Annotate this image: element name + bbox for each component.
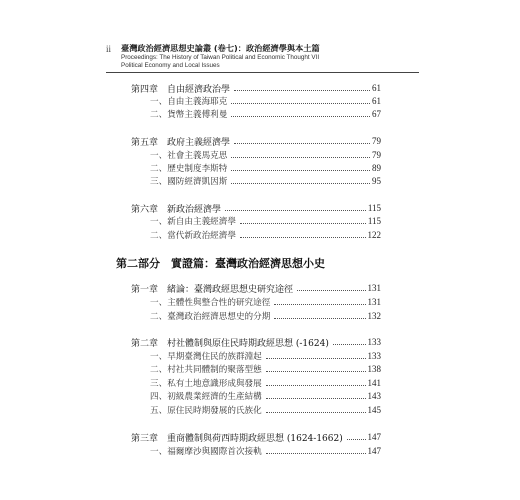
dot-leader	[266, 352, 366, 359]
book-title-chinese: 臺灣政治經濟思想史論叢 (卷七)：政治經濟學與本土篇	[121, 43, 320, 53]
dot-leader	[274, 298, 365, 305]
dot-leader	[231, 164, 370, 171]
dot-leader	[225, 204, 366, 211]
book-title-english: Proceedings: The History of Taiwan Political and Economic Thought VII	[121, 54, 320, 61]
dot-leader	[266, 406, 366, 413]
toc-entry-label: 三、國防經濟凱因斯	[150, 177, 228, 187]
toc-part2-section-2-3[interactable]	[0, 376, 520, 390]
toc-page-number: 133	[367, 351, 381, 361]
toc-entry-label: 一、福爾摩沙與國際首次接軌	[150, 447, 262, 457]
toc-section-6-1[interactable]	[0, 214, 520, 228]
toc-part2-section-1-2[interactable]	[0, 309, 520, 323]
toc-part2-chapter-1[interactable]	[0, 281, 520, 295]
toc-page-number: 147	[367, 432, 381, 442]
toc-entry-label: 第一章 緒論：臺灣政經思想史研究途徑	[131, 284, 294, 295]
toc-part2-chapter-2[interactable]	[0, 335, 520, 349]
toc-page-number: 89	[372, 163, 381, 173]
toc-page-number: 143	[367, 391, 381, 401]
toc-entry-label: 一、主體性與整合性的研究途徑	[150, 298, 271, 308]
toc-entry-label: 第二章 村社體制與原住民時期政經思想 (-1624)	[131, 338, 329, 349]
dot-leader	[240, 231, 366, 238]
toc-section-6-2[interactable]	[0, 228, 520, 242]
dot-leader	[234, 84, 370, 91]
toc-entry-label: 四、初級農業經濟的生產結構	[150, 392, 262, 402]
toc-page-number: 115	[367, 216, 381, 226]
toc-entry-label: 二、歷史制度李斯特	[150, 164, 228, 174]
toc-page-number: 61	[372, 96, 381, 106]
dot-leader	[234, 137, 370, 144]
toc-section-4-1[interactable]	[0, 94, 520, 108]
dot-leader	[266, 379, 366, 386]
toc-page-number: 131	[367, 297, 381, 307]
toc-entry-label: 三、私有土地意識形成與發展	[150, 379, 262, 389]
part-heading[interactable]: 第二部分 實證篇：臺灣政治經濟思想小史	[116, 257, 325, 270]
dot-leader	[333, 338, 366, 345]
page-number: ii	[106, 44, 112, 54]
dot-leader	[231, 177, 370, 184]
toc-section-5-2[interactable]	[0, 161, 520, 175]
dot-leader	[274, 312, 365, 319]
toc-page-number: 79	[372, 150, 381, 160]
toc-entry-label: 第三章 重商體制與荷西時期政經思想 (1624-1662)	[131, 433, 343, 444]
toc-section-5-1[interactable]	[0, 148, 520, 162]
toc-page-number: 115	[367, 203, 381, 213]
dot-leader	[266, 392, 366, 399]
toc-part2-section-1-1[interactable]	[0, 295, 520, 309]
toc-part2-chapter-3[interactable]	[0, 430, 520, 444]
toc-page-number: 131	[367, 283, 381, 293]
toc-entry-label: 二、臺灣政治經濟思想史的分期	[150, 312, 271, 322]
dot-leader	[347, 433, 366, 440]
toc-entry-label: 一、新自由主義經濟學	[150, 217, 236, 227]
toc-chapter-5[interactable]	[0, 134, 520, 148]
toc-part2-section-2-4[interactable]	[0, 389, 520, 403]
toc-page-number: 138	[367, 364, 381, 374]
toc-part2-section-3-1[interactable]	[0, 444, 520, 458]
toc-entry-label: 二、當代新政治經濟學	[150, 231, 236, 241]
toc-page-number: 132	[367, 311, 381, 321]
toc-entry-label: 一、早期臺灣住民的族群淵起	[150, 352, 262, 362]
toc-chapter-6[interactable]	[0, 201, 520, 215]
toc-entry-label: 第六章 新政治經濟學	[131, 204, 222, 215]
toc-entry-label: 二、貨幣主義傅利曼	[150, 110, 228, 120]
toc-page-number: 79	[372, 136, 381, 146]
dot-leader	[240, 217, 366, 224]
dot-leader	[266, 447, 366, 454]
toc-entry-label: 第五章 政府主義經濟學	[131, 137, 231, 148]
toc-section-4-2[interactable]	[0, 107, 520, 121]
toc-entry-label: 一、社會主義馬克思	[150, 151, 228, 161]
toc-page-number: 147	[367, 446, 381, 456]
dot-leader	[231, 151, 370, 158]
toc-page-number: 141	[367, 378, 381, 388]
toc-entry-label: 第四章 自由經濟政治學	[131, 84, 231, 95]
toc-page-number: 122	[367, 230, 381, 240]
toc-entry-label: 一、自由主義海耶克	[150, 97, 228, 107]
toc-page-number: 133	[367, 337, 381, 347]
toc-page-number: 95	[372, 176, 381, 186]
book-subtitle-english: Political Economy and Local Issues	[121, 62, 220, 69]
toc-part2-section-2-5[interactable]	[0, 403, 520, 417]
toc-section-5-3[interactable]	[0, 174, 520, 188]
toc-page-number: 67	[372, 109, 381, 119]
toc-page-number: 61	[372, 83, 381, 93]
toc-page-number: 145	[367, 405, 381, 415]
toc-part2-section-2-1[interactable]	[0, 349, 520, 363]
dot-leader	[266, 365, 366, 372]
toc-part2-section-2-2[interactable]	[0, 362, 520, 376]
toc-entry-label: 五、原住民時期發展的氏族化	[150, 406, 262, 416]
dot-leader	[297, 284, 365, 291]
dot-leader	[231, 110, 370, 117]
dot-leader	[231, 97, 370, 104]
toc-entry-label: 二、村社共同體制的聚落型態	[150, 365, 262, 375]
toc-chapter-4[interactable]	[0, 81, 520, 95]
